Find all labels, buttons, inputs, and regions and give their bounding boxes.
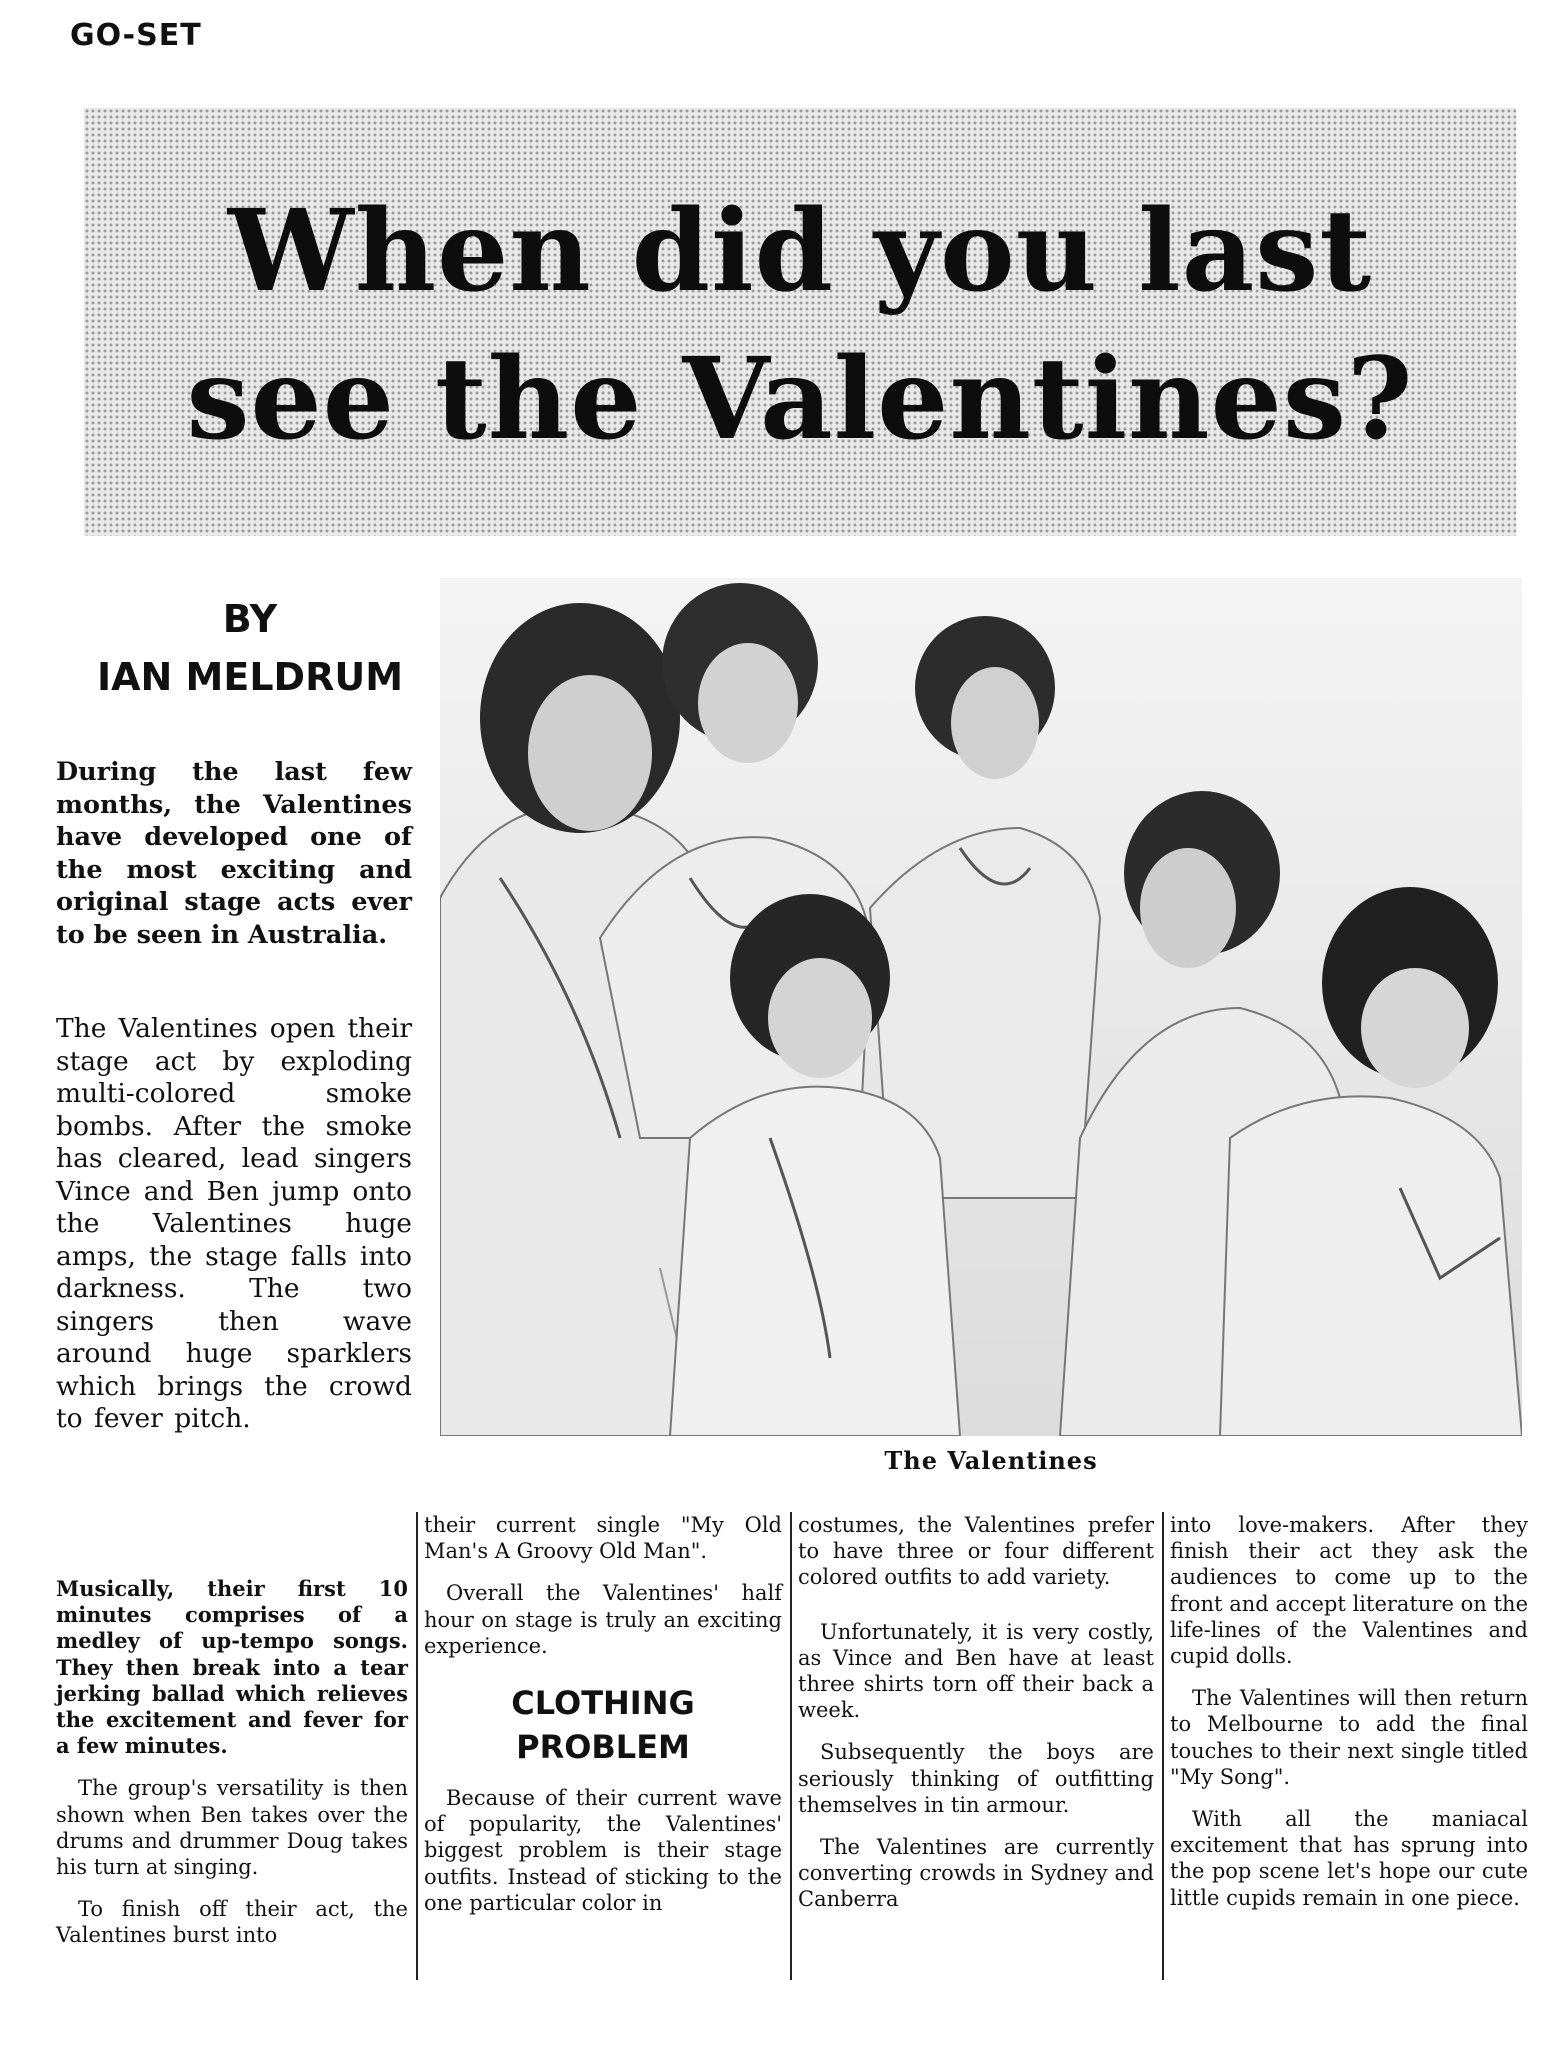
headline <box>84 178 1516 474</box>
col3-paragraph-2: Unfortunately, it is very costly, as Vince and Ben have at least three shirts torn off their back a week. <box>798 1619 1154 1723</box>
col3-paragraph-1: costumes, the Valentines prefer to have three or four different colored outfits to add variety. <box>798 1513 1154 1590</box>
col4-paragraph-2: The Valentines will then return to Melbourne to add the final touches to their next single titled "My Song". <box>1170 1686 1528 1789</box>
headline-line-2: see the Valentines? <box>186 334 1414 465</box>
masthead: GO-SET <box>70 18 202 53</box>
byline <box>90 590 410 706</box>
col1-paragraph-3: To finish off their act, the Valentines burst into <box>56 1897 408 1948</box>
band-photo <box>440 578 1522 1436</box>
intro-paragraph: The Valentines open their stage act by exploding multi-colored smoke bombs. After the smoke has cleared, lead singers Vince and Ben jump onto the Valentines huge amps, the stage falls into darkness. The two singers then wave around huge sparklers which brings the crowd to fever pitch. <box>56 1013 412 1434</box>
col2-paragraph-3: Because of their current wave of popularity, the Valentines' biggest problem is their stage outfits. Instead of sticking to the one particular color in <box>424 1786 782 1915</box>
col3-paragraph-4: The Valentines are currently converting crowds in Sydney and Canberra <box>798 1835 1154 1912</box>
column-1 <box>56 1576 408 2056</box>
headline-line-1: When did you last <box>227 186 1373 317</box>
column-3 <box>798 1512 1154 1992</box>
col4-paragraph-3: With all the maniacal excitement that has sprung into the pop scene let's hope our cute little cupids remain in one piece. <box>1170 1807 1528 1910</box>
byline-by: BY <box>222 597 278 641</box>
photo-caption: The Valentines <box>884 1446 1098 1475</box>
column-rule <box>790 1512 792 1980</box>
byline-author: IAN MELDRUM <box>96 655 404 699</box>
col3-paragraph-3: Subsequently the boys are seriously thinking of outfitting themselves in tin armour. <box>798 1740 1154 1817</box>
subhead-line-2: PROBLEM <box>516 1728 690 1767</box>
column-2 <box>424 1512 782 1992</box>
col4-paragraph-1: into love-makers. After they finish their act they ask the audiences to come up to the front and accept literature on the life-lines of the Valentines and cupid dolls. <box>1170 1513 1528 1669</box>
band-photo-illustration <box>440 578 1522 1436</box>
col1-paragraph-1: Musically, their first 10 minutes comprises of a medley of up-tempo songs. They then break into a tear jerking ballad which relieves the excitement and fever for a few minutes. <box>56 1576 408 1759</box>
col1-paragraph-2: The group's versatility is then shown when Ben takes over the drums and drummer Doug takes his turn at singing. <box>56 1776 408 1880</box>
lead-paragraph: During the last few months, the Valentines have developed one of the most exciting and original stage acts ever to be seen in Australia. <box>56 757 412 950</box>
headline-panel <box>84 108 1516 536</box>
subhead-line-1: CLOTHING <box>511 1684 695 1723</box>
column-rule <box>1162 1512 1164 1980</box>
subhead-clothing-problem <box>424 1681 782 1769</box>
column-4 <box>1170 1512 1528 1992</box>
col2-paragraph-1: their current single "My Old Man's A Groovy Old Man". <box>424 1513 782 1564</box>
col2-paragraph-2: Overall the Valentines' half hour on stage is truly an exciting experience. <box>424 1581 782 1658</box>
column-rule <box>416 1512 418 1980</box>
